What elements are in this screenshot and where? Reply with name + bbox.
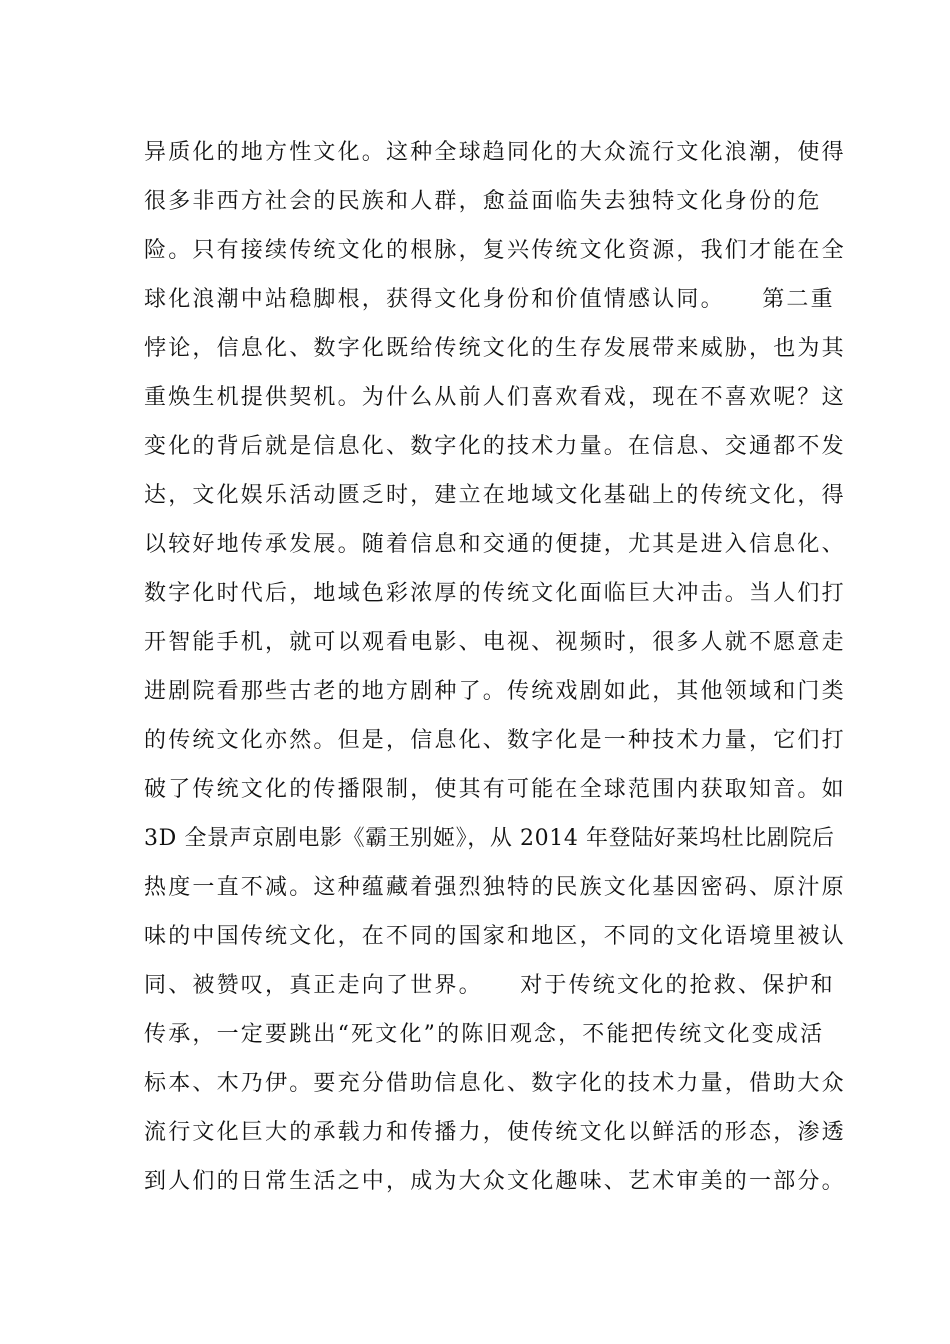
text-line: 很多非西方社会的民族和人群，愈益面临失去独特文化身份的危 <box>144 189 822 214</box>
text-line: 热度一直不减。这种蕴藏着强烈独特的民族文化基因密码、原汁原 <box>144 875 846 900</box>
text-line: 进剧院看那些古老的地方剧种了。传统戏剧如此，其他领域和门类 <box>144 679 846 704</box>
text-line: 数字化时代后，地域色彩浓厚的传统文化面临巨大冲击。当人们打 <box>144 581 846 606</box>
text-line: 3D 全景声京剧电影《霸王别姬》，从 2014 年登陆好莱坞杜比剧院后 <box>144 826 835 851</box>
text-line: 以较好地传承发展。随着信息和交通的便捷，尤其是进入信息化、 <box>144 532 846 557</box>
body-text <box>144 128 846 1206</box>
text-line: 球化浪潮中站稳脚根，获得文化身份和价值情感认同。 第二重 <box>144 287 835 312</box>
text-line: 异质化的地方性文化。这种全球趋同化的大众流行文化浪潮，使得 <box>144 140 846 165</box>
text-line: 变化的背后就是信息化、数字化的技术力量。在信息、交通都不发 <box>144 434 846 459</box>
text-line: 达，文化娱乐活动匮乏时，建立在地域文化基础上的传统文化，得 <box>144 483 846 508</box>
text-line: 悖论，信息化、数字化既给传统文化的生存发展带来威胁，也为其 <box>144 336 846 361</box>
text-line: 流行文化巨大的承载力和传播力，使传统文化以鲜活的形态，渗透 <box>144 1120 846 1145</box>
text-line: 同、被赞叹，真正走向了世界。 对于传统文化的抢救、保护和 <box>144 973 835 998</box>
text-line: 破了传统文化的传播限制，使其有可能在全球范围内获取知音。如 <box>144 777 846 802</box>
text-line: 重焕生机提供契机。为什么从前人们喜欢看戏，现在不喜欢呢？这 <box>144 385 846 410</box>
text-line: 传承，一定要跳出“死文化”的陈旧观念，不能把传统文化变成活 <box>144 1022 825 1047</box>
text-line: 到人们的日常生活之中，成为大众文化趣味、艺术审美的一部分。 <box>144 1169 846 1194</box>
text-line: 味的中国传统文化，在不同的国家和地区，不同的文化语境里被认 <box>144 924 846 949</box>
text-line: 标本、木乃伊。要充分借助信息化、数字化的技术力量，借助大众 <box>144 1071 846 1096</box>
text-line: 开智能手机，就可以观看电影、电视、视频时，很多人就不愿意走 <box>144 630 846 655</box>
text-line: 险。只有接续传统文化的根脉，复兴传统文化资源，我们才能在全 <box>144 238 846 263</box>
text-line: 的传统文化亦然。但是，信息化、数字化是一种技术力量，它们打 <box>144 728 846 753</box>
